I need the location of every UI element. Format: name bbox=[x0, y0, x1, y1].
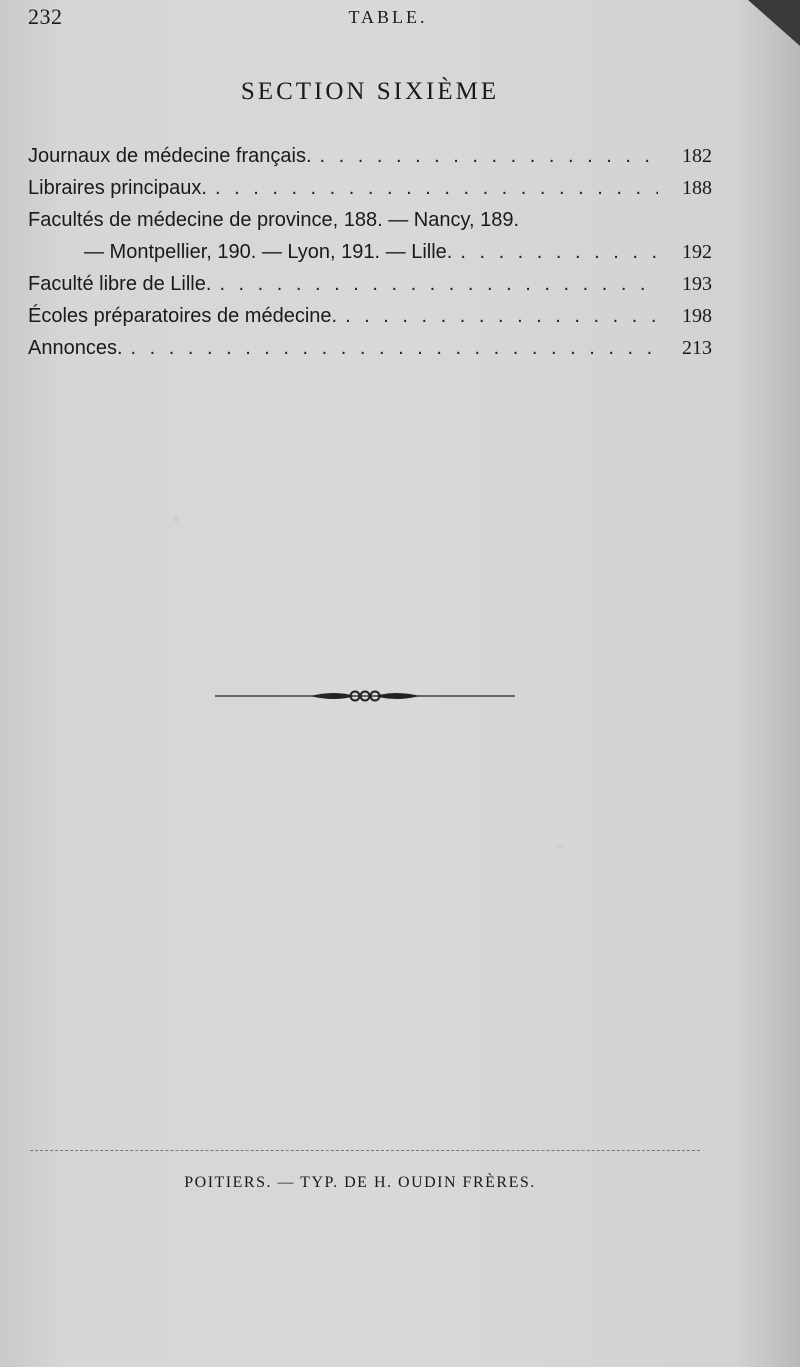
footer-rule bbox=[30, 1150, 700, 1151]
toc-entry-page: 188 bbox=[682, 177, 712, 199]
running-head: TABLE. bbox=[348, 7, 428, 27]
dot-leader bbox=[460, 236, 658, 268]
toc-entry-title: Facultés de médecine de province, 188. — Nancy, 189. bbox=[28, 209, 520, 231]
dot-leader bbox=[345, 300, 658, 332]
dot-leader bbox=[320, 140, 659, 172]
toc-entry bbox=[28, 172, 712, 204]
page-corner-fold bbox=[748, 0, 800, 46]
toc-entry-title: Libraires principaux. bbox=[28, 177, 207, 199]
toc-entry-title: Annonces. bbox=[28, 337, 123, 359]
dot-leader bbox=[215, 172, 658, 204]
dot-leader bbox=[131, 332, 658, 364]
toc-entry-page: 198 bbox=[682, 305, 712, 327]
toc-entry bbox=[28, 300, 712, 332]
toc-entry bbox=[28, 268, 712, 300]
toc-entry-title: Faculté libre de Lille. bbox=[28, 273, 212, 295]
page-number: 232 bbox=[28, 4, 63, 29]
toc-entry-page: 182 bbox=[682, 145, 712, 167]
table-of-contents bbox=[28, 140, 712, 364]
toc-entry-page: 193 bbox=[682, 273, 712, 295]
toc-entry-continuation bbox=[28, 236, 712, 268]
section-title: SECTION SIXIÈME bbox=[240, 78, 500, 105]
page-header bbox=[28, 4, 748, 32]
toc-entry bbox=[28, 204, 712, 236]
toc-entry-page: 192 bbox=[682, 241, 712, 263]
toc-entry-title: Écoles préparatoires de médecine. bbox=[28, 305, 338, 327]
toc-entry-title: Journaux de médecine français. bbox=[28, 145, 312, 167]
toc-entry-page: 213 bbox=[682, 337, 712, 359]
decorative-rule-ornament bbox=[215, 686, 515, 708]
toc-entry bbox=[28, 140, 712, 172]
toc-entry bbox=[28, 332, 712, 364]
dot-leader bbox=[219, 268, 658, 300]
toc-entry-title: — Montpellier, 190. — Lyon, 191. — Lille. bbox=[84, 241, 453, 263]
printer-imprint: POITIERS. — TYP. DE H. OUDIN FRÈRES. bbox=[184, 1174, 536, 1191]
